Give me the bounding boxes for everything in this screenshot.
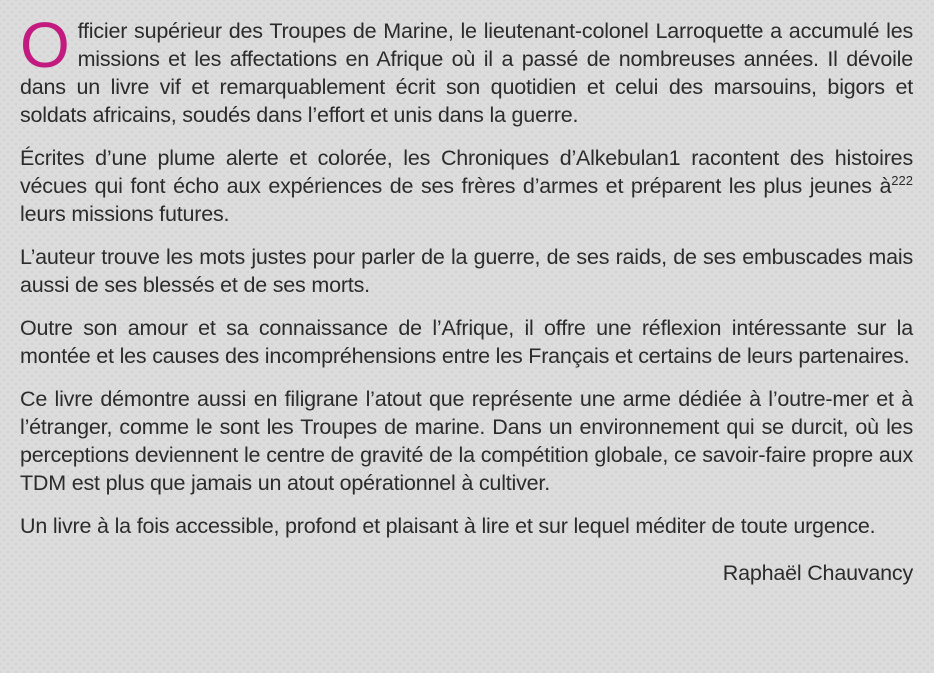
paragraph-intro bbox=[20, 9, 913, 129]
paragraph-chroniques-text-before: Écrites d’une plume alerte et colorée, les Chroniques d’Alkebulan1 racontent des histoires vécues qui font écho aux expériences de ses frères d’armes et préparent les plus jeunes à bbox=[20, 146, 913, 198]
author-signature: Raphaël Chauvancy bbox=[722, 561, 913, 585]
paragraph-mots-justes bbox=[20, 243, 913, 299]
paragraph-afrique bbox=[20, 314, 913, 370]
paragraph-outre-mer bbox=[20, 385, 913, 497]
footnote-superscript: 222 bbox=[891, 172, 913, 188]
paragraph-mots-justes-text: L’auteur trouve les mots justes pour parler de la guerre, de ses raids, de ses embuscades mais aussi de ses blessés et de ses morts. bbox=[20, 245, 913, 297]
drop-cap: O bbox=[20, 9, 70, 81]
paragraph-afrique-text: Outre son amour et sa connaissance de l’Afrique, il offre une réflexion intéressante sur la montée et les causes des incompréhensions entre les Français et certains de leurs partenaires. bbox=[20, 316, 913, 368]
paragraph-outre-mer-text: Ce livre démontre aussi en filigrane l’atout que représente une arme dédiée à l’outre-mer et à l’étranger, comme le sont les Troupes de marine. Dans un environnement qui se durcit, où les perceptions deviennent le centre de gravité de la compétition globale, ce savoir-faire propre aux TDM est plus que jamais un atout opérationnel à cultiver. bbox=[20, 387, 913, 495]
paragraph-conclusion bbox=[20, 512, 913, 540]
paragraph-chroniques-text-after: leurs missions futures. bbox=[20, 202, 230, 226]
paragraph-chroniques bbox=[20, 144, 913, 228]
paragraph-conclusion-text: Un livre à la fois accessible, profond et plaisant à lire et sur lequel méditer de toute urgence. bbox=[20, 514, 876, 538]
paragraph-intro-text: fficier supérieur des Troupes de Marine, le lieutenant-colonel Larroquette a accumulé les missions et les affectations en Afrique où il a passé de nombreuses années. Il dévoile dans un livre vif et remarquablement écrit son quotidien et celui des marsouins, bigors et soldats africains, soudés dans l’effort et unis dans la guerre. bbox=[20, 19, 913, 127]
